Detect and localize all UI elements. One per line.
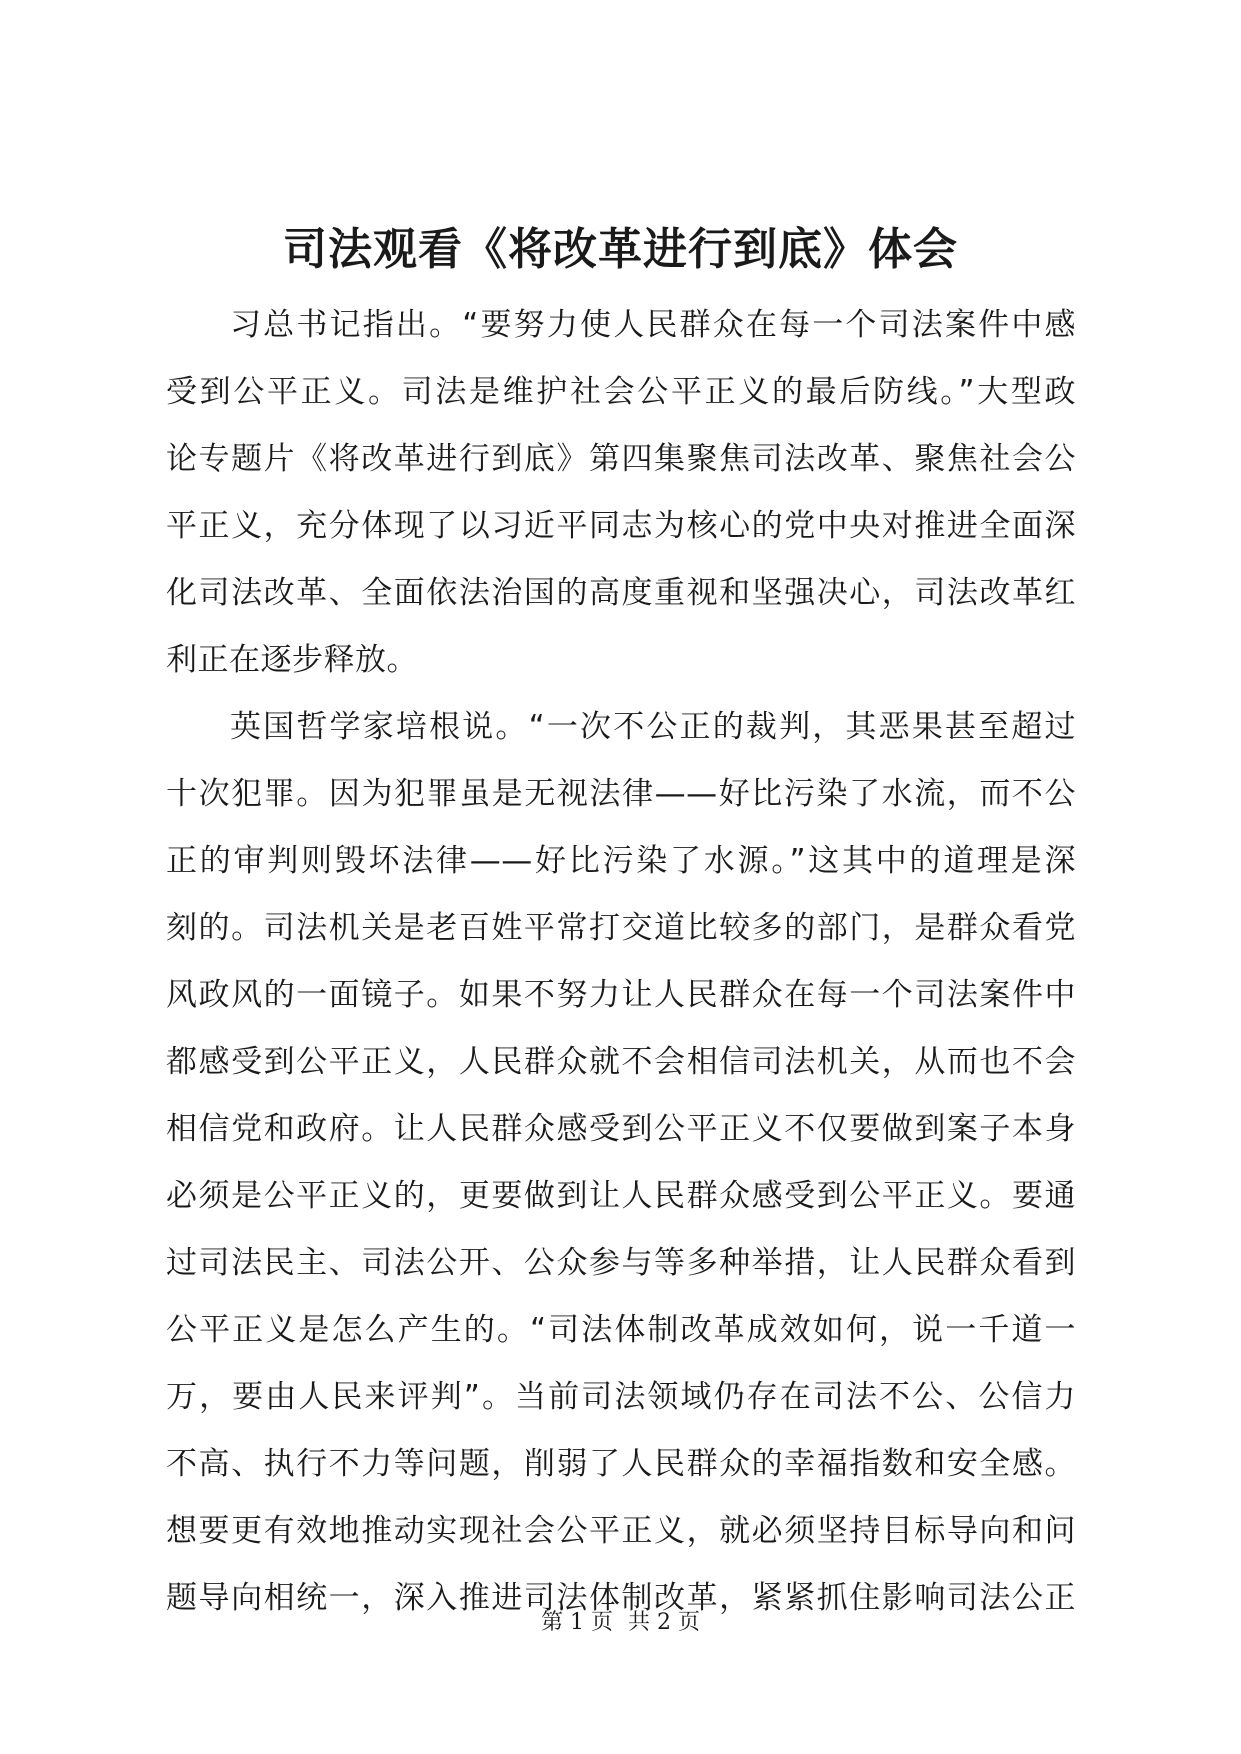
paragraph-line: 万，要由人民来评判”。当前司法领域仍存在司法不公、公信力: [166, 1379, 1076, 1415]
page-number-current: 第 1 页: [541, 1610, 613, 1635]
page-number-total: 共 2 页: [628, 1610, 700, 1635]
paragraph-line: 必须是公平正义的，更要做到让人民群众感受到公平正义。要通: [166, 1178, 1076, 1214]
paragraph-line: 化司法改革、全面依法治国的高度重视和坚强决心，司法改革红: [166, 575, 1076, 611]
paragraph-line: 公平正义是怎么产生的。“司法体制改革成效如何，说一千道一: [166, 1312, 1076, 1348]
paragraph-line: 相信党和政府。让人民群众感受到公平正义不仅要做到案子本身: [166, 1111, 1076, 1147]
paragraph-line: 都感受到公平正义，人民群众就不会相信司法机关，从而也不会: [166, 1044, 1076, 1080]
paragraph-line: 平正义，充分体现了以习近平同志为核心的党中央对推进全面深: [166, 508, 1076, 544]
paragraph-line: 十次犯罪。因为犯罪虽是无视法律——好比污染了水流，而不公: [166, 776, 1076, 812]
paragraph-line: 过司法民主、司法公开、公众参与等多种举措，让人民群众看到: [166, 1245, 1076, 1281]
paragraph-line: 正的审判则毁坏法律——好比污染了水源。”这其中的道理是深: [166, 843, 1076, 879]
page-footer: [0, 1608, 1241, 1638]
paragraph-line: 英国哲学家培根说。“一次不公正的裁判，其恶果甚至超过: [230, 709, 1076, 745]
paragraph-line: 利正在逐步释放。: [166, 642, 418, 678]
paragraph-line: 刻的。司法机关是老百姓平常打交道比较多的部门，是群众看党: [166, 910, 1076, 946]
paragraph-line: 论专题片《将改革进行到底》第四集聚焦司法改革、聚焦社会公: [166, 441, 1076, 477]
paragraph-line: 不高、执行不力等问题，削弱了人民群众的幸福指数和安全感。: [166, 1446, 1076, 1482]
paragraph-line: 题导向相统一，深入推进司法体制改革，紧紧抓住影响司法公正: [166, 1580, 1076, 1616]
document-title: 司法观看《将改革进行到底》体会: [283, 224, 958, 275]
paragraph-line: 受到公平正义。司法是维护社会公平正义的最后防线。”大型政: [166, 374, 1076, 410]
document-body: [166, 292, 1076, 1632]
paragraph-line: 习总书记指出。“要努力使人民群众在每一个司法案件中感: [230, 307, 1076, 343]
paragraph-line: 想要更有效地推动实现社会公平正义，就必须坚持目标导向和问: [166, 1513, 1076, 1549]
paragraph-line: 风政风的一面镜子。如果不努力让人民群众在每一个司法案件中: [166, 977, 1076, 1013]
